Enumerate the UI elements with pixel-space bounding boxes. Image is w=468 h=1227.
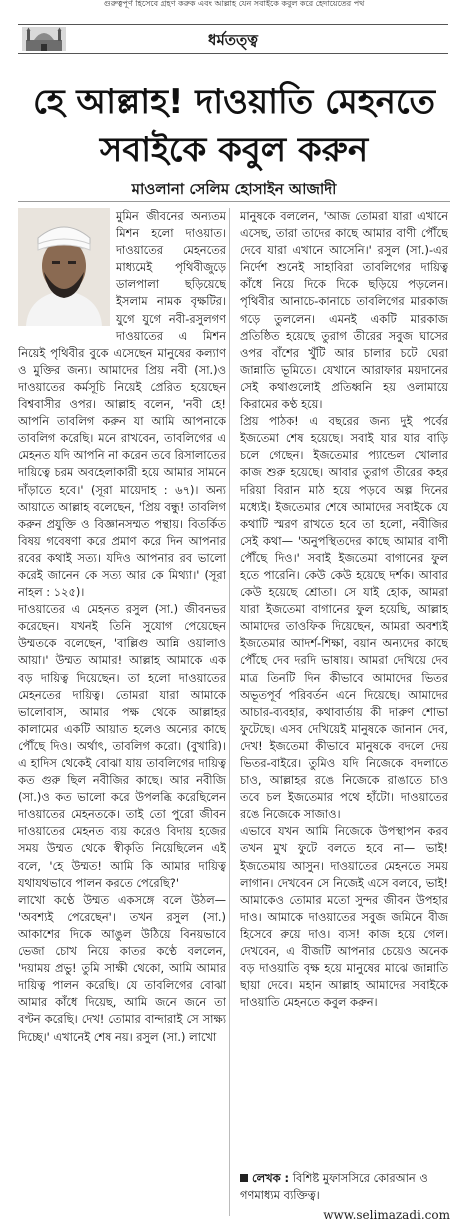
author-note — [240, 1170, 448, 1204]
left-paragraph-2: দাওয়াতের এ মেহনত রসুল (সা.) জীবনভর করেছেন। যখনই তিনি সুযোগ পেয়েছেন উম্মতকে বলেছেন, 'বাল্লিগু আন্নি ওয়ালাও আয়া।' উম্মত আমার! আল্লাহ আমাকে এক বড় দায়িত্ব দিয়েছেন। তা হলো দাওয়াতের মেহনতের দায়িত্ব। তোমরা যারা আমাকে ভালোবাস, আমার পক্ষ থেকে আল্লাহর কালামের একটি আয়াত হলেও অন্যের কাছে পৌঁছে দিও। অর্থাৎ, তাবলিগ করো। (বুখারি)। এ হাদিস থেকেই বোঝা যায় তাবলিগের দায়িত্ব কত গুরু ছিল নবীজির কাছে। আর নবীজি (সা.)ও কত ভালো করে উপলব্ধি করেছিলেন দাওয়াতের মেহনতকে। তাই তো পুরো জীবন দাওয়াতের মেহনত ব্যয় করেও বিদায় হজের সময় উম্মত থেকে স্বীকৃতি নিয়েছিলেন এই বলে, 'হে উম্মত! আমি কি আমার দায়িত্ব যথাযথভাবে পালন করতে পেরেছি?' — [18, 602, 226, 890]
headline-line-2: সবাইকে কবুল করুন — [99, 130, 369, 170]
right-paragraph-2: প্রিয় পাঠক! এ বছরের জন্য দুই পর্বের ইজতেমা শেষ হয়েছে। সবাই যার যার বাড়ি চলে গেছেন। ইজতেমার প্যান্ডেল খোলার কাজ শুরু হয়েছে। আবার তুরাগ তীরের কহর দরিয়া বিরান মাঠ হয়ে পড়বে অল্প দিনের মধ্যেই। ইজতেমার শেষে আমাদের সবাইকে যে কথাটি স্মরণ রাখতে হবে তা হলো, নবীজির সেই কথা— 'অনুপস্থিতদের কাছে আমার বাণী পৌঁছে দিও।' সবাই ইজতেমা বাগানের ফুল হতে পারেনি। কেউ কেউ হয়েছে দর্শক। আবার কেউ হয়েছে শ্রোতা। সে যাই হোক, আমরা যারা ইজতেমা বাগানের ফুল হয়েছি, আল্লাহ আমাদের তাওফিক দিয়েছেন, আমরা অবশ্যই ইজতেমার আদর্শ-শিক্ষা, বয়ান অন্যদের কাছে পৌঁছে দেব দরদি ভাষায়। আমরা দেখিয়ে দেব মাত্র তিনটি দিন কীভাবে আমাদের ভিতর অভূতপূর্ব পরিবর্তন এনে দিয়েছে। আমাদের আচার-ব্যবহার, কথাবার্তায় কী দারুণ শোভা ফুটেছে। এসব দেখিয়েই মানুষকে জানান দেব, দেখ! ইজতেমা কীভাবে মানুষকে বদলে দেয় ভিতর-বাইরে। তুমিও যদি নিজেকে বদলাতে চাও, আল্লাহর রঙে নিজেকে রাঙাতে চাও তবে চল ইজতেমার পথে হাঁটো। দাওয়াতের রঙে নিজেকে সাজাও। — [240, 414, 448, 822]
author-portrait — [18, 208, 110, 326]
headline-line-1: হে আল্লাহ! দাওয়াতি মেহনতে — [32, 82, 436, 122]
author-note-text: বিশিষ্ট মুফাসসিরে কোরআন ও গণমাধ্যম ব্যক্তিত্ব। — [240, 1171, 428, 1202]
right-paragraph-3: এভাবে যখন আমি নিজেকে উপস্থাপন করব তখন মুখ ফুটে বলতে হবে না— ভাই! ইজতেমায় আসুন। দাওয়াতের মেহনতে সময় লাগান। দেখবেন সে নিজেই এসে বলবে, ভাই! আমাকেও তোমার মতো সুন্দর জীবন উপহার দাও। আমাকে দাওয়াতের সবুজ জমিনে বীজ হিসেবে রুয়ে দাও। ব্যস! কাজ হয়ে গেল। দেখবেন, এ বীজটি আপনার চেয়েও অনেক বড় দাওয়াতি বৃক্ষ হয়ে মানুষের মাঝে জান্নাতি ছায়া দেবে। মহান আল্লাহ আমাদের সবাইকে দাওয়াতি মেহনতে কবুল করুন। — [240, 824, 448, 1010]
author-byline: মাওলানা সেলিম হোসাইন আজাদী — [131, 180, 337, 198]
left-paragraph-3: লাখো কণ্ঠে উম্মত একসঙ্গে বলে উঠল— 'অবশ্যই পেরেছেন'। তখন রসুল (সা.) আকাশের দিকে আঙুল উঠিয়ে বিনয়ভাবে ভেজা চোখ নিয়ে কাতর কণ্ঠে বললেন, 'দয়াময় প্রভু! তুমি সাক্ষী থেকো, আমি আমার দায়িত্ব পালন করেছি। যে তাবলিগের বোঝা আমার কাঁধে দিয়েছ, আমি জনে জনে তা বণ্টন করেছি। দেখ! তোমার বান্দারাই সে সাক্ষ্য দিচ্ছে।' এখানেই শেষ নয়। রসুল (সা.) লাখো — [18, 892, 226, 1044]
column-divider — [229, 208, 230, 1216]
section-label: ধর্মতত্ত্ব — [208, 31, 258, 49]
right-paragraph-1: মানুষকে বললেন, 'আজ তোমরা যারা এখানে এসেছ, তারা তাদের কাছে আমার বাণী পৌঁছে দেবে যারা এখানে আসেনি।' রসুল (সা.)-এর নির্দেশ শুনেই সাহাবিরা তাবলিগের দায়িত্ব কাঁধে নিয়ে দিকে দিকে ছড়িয়ে পড়লেন। পৃথিবীর আনাচে-কানাচে তাবলিগের মারকাজ গড়ে তুললেন। এমনই একটি মারকাজ প্রতিষ্ঠিত হয়েছে তুরাগ তীরের সবুজ ঘাসের ওপর বাঁশের খুঁটি আর চালার চটে ঘেরা জান্নাতি ভূমিতে। যেখানে আরাফার ময়দানের সেই কথাগুলোই প্রতিধ্বনি হয় ওলামায়ে কিরামের কণ্ঠ হয়ে। — [240, 209, 448, 412]
author-website: www.selimazadi.com — [323, 1208, 450, 1222]
headline — [18, 78, 450, 174]
article-column-right — [240, 208, 448, 1166]
left-paragraph-1: মুমিন জীবনের অন্যতম মিশন হলো দাওয়াত। দাওয়াতের মেহনতের মাধ্যমেই পৃথিবীজুড়ে ডালপালা ছড়িয়েছে ইসলাম নামক বৃক্ষটির। যুগে যুগে নবী-রসুলগণ দাওয়াতের এ মিশন নিয়েই পৃথিবীর বুকে এসেছেন মানুষের কল্যাণ ও মুক্তির জন্য। আমাদের প্রিয় নবী (সা.)ও দাওয়াতের কর্মসূচি নিয়েই প্রেরিত হয়েছেন বিশ্ববাসীর ওপর। আল্লাহ বলেন, 'নবী হে! আপনি তাবলিগ করুন যা আমি আপনাকে তাবলিগ করেছি। মনে রাখবেন, তাবলিগের এ মেহনত যদি আপনি না করেন তবে রিসালাতের দায়িত্বে চরম অবহেলাকারী হয়ে আমার সামনে দাঁড়াতে হবে।' (সূরা মায়েদাহ : ৬৭)। অন্য আয়াতে আল্লাহ বলেছেন, 'প্রিয় বন্ধু! তাবলিগ করুন প্রযুক্তি ও বিজ্ঞানসম্মত পন্থায়। বিতর্কিত বিষয় গবেষণা করে প্রমাণ করে দিন আপনার রবের কথাই সত্য। যদিও আপনার রব ভালো করেই জানেন কে সত্য আর কে মিথ্যা।' (সূরা নাহল : ১২৫)। — [18, 209, 226, 600]
author-note-label: লেখক : — [252, 1171, 290, 1185]
square-bullet-icon — [240, 1174, 248, 1182]
byline-divider — [18, 201, 450, 202]
previous-article-fragment: গুরুত্বপূর্ণ হিসেবে গ্রহণ করুক এবং আল্লাহ যেন সবাইকে কবুল করে হেদায়েতের পথ — [103, 0, 365, 8]
section-header — [18, 24, 448, 54]
article-column-left — [18, 208, 226, 1220]
